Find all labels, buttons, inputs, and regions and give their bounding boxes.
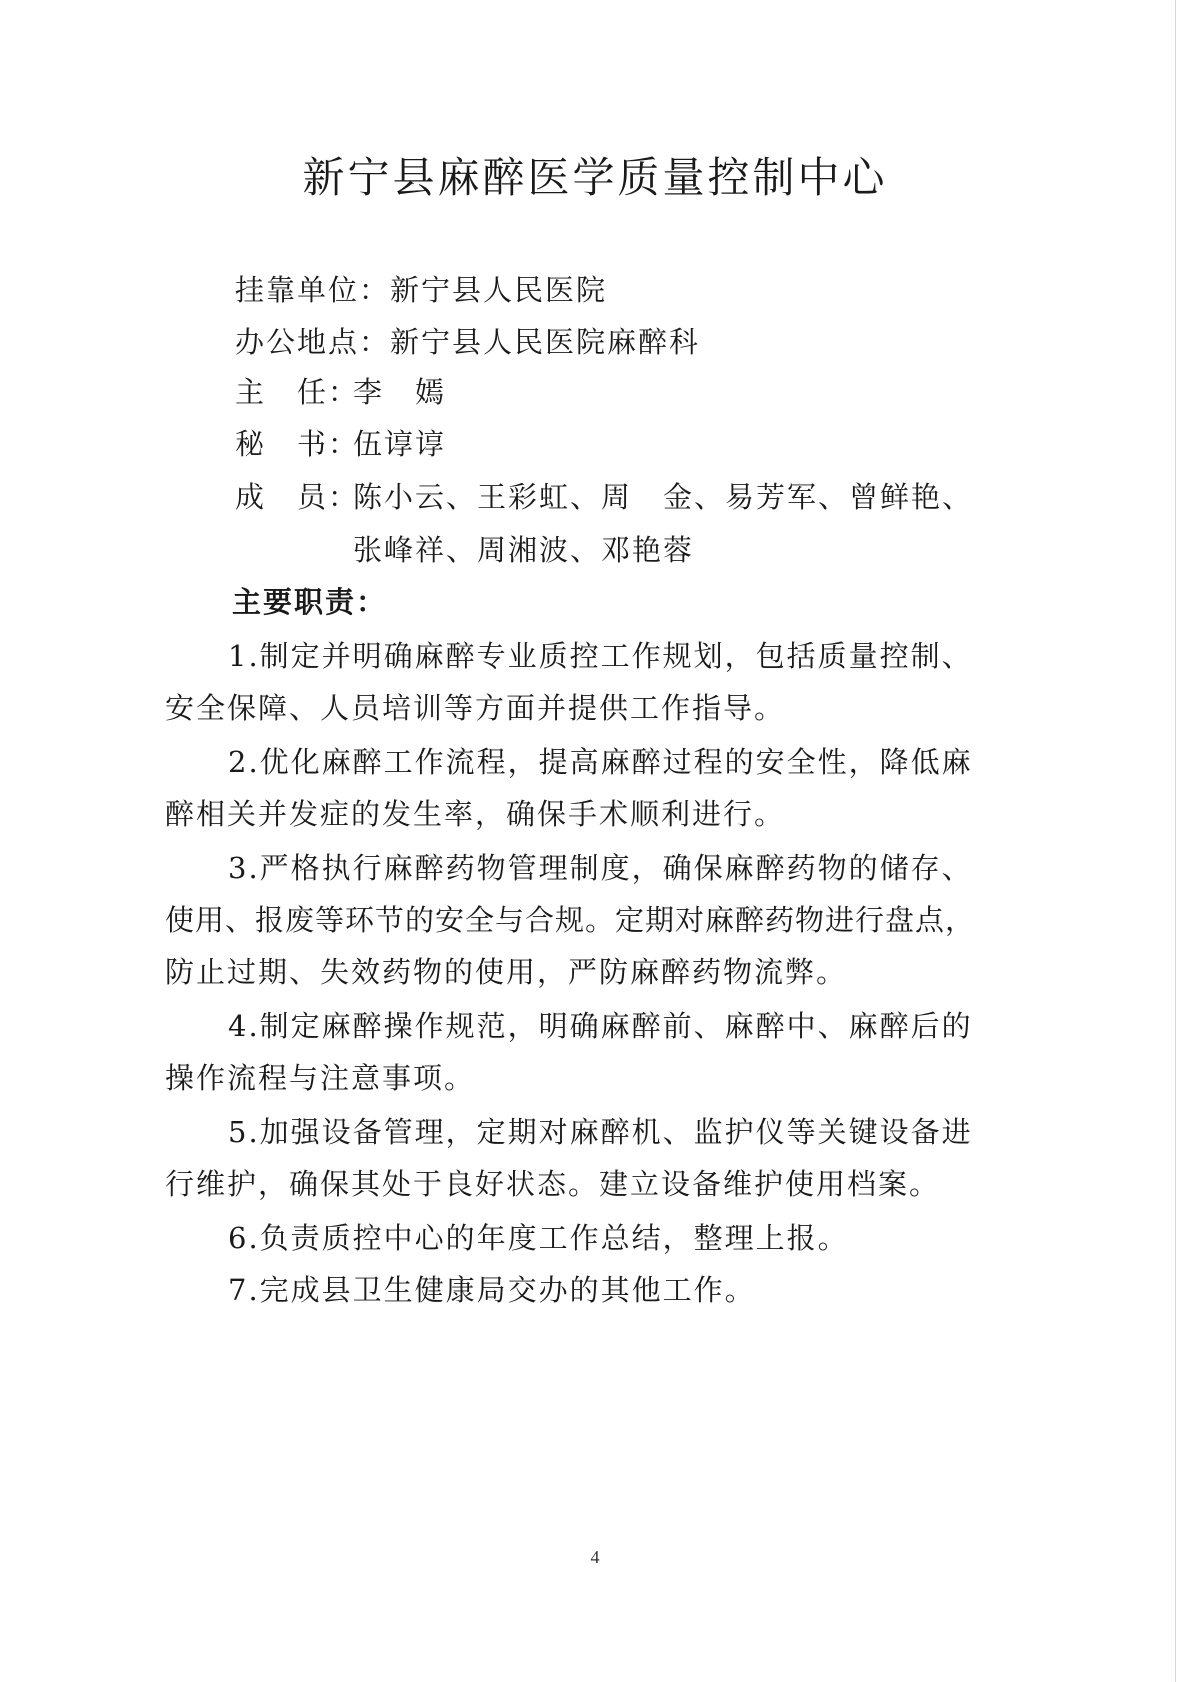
info-office bbox=[235, 322, 700, 362]
page-number: 4 bbox=[590, 1547, 600, 1567]
duty-7-line-1: 7.完成县卫生健康局交办的其他工作。 bbox=[228, 1273, 756, 1307]
office-label: 办公地点： bbox=[235, 325, 391, 359]
members-line-1: 陈小云、王彩虹、周 金、易芳军、曾鲜艳、 bbox=[353, 480, 974, 514]
duty-4-line-2: 操作流程与注意事项。 bbox=[165, 1061, 476, 1095]
duty-6-line-1: 6.负责质控中心的年度工作总结，整理上报。 bbox=[228, 1221, 849, 1255]
duty-5-line-1: 5.加强设备管理，定期对麻醉机、监护仪等关键设备进 bbox=[228, 1115, 973, 1149]
duty-3-line-3: 防止过期、失效药物的使用，严防麻醉药物流弊。 bbox=[165, 955, 848, 989]
duty-2-line-2: 醉相关并发症的发生率，确保手术顺利进行。 bbox=[165, 797, 786, 831]
info-members-continued bbox=[353, 530, 694, 570]
info-secretary bbox=[235, 424, 446, 464]
members-label: 成 员： bbox=[235, 480, 360, 514]
info-affiliation bbox=[235, 270, 607, 310]
office-value: 新宁县人民医院麻醉科 bbox=[390, 325, 701, 359]
director-value: 李 嫣 bbox=[353, 375, 447, 409]
secretary-value: 伍谆谆 bbox=[353, 427, 447, 461]
secretary-label: 秘 书： bbox=[235, 427, 360, 461]
director-label: 主 任： bbox=[235, 375, 360, 409]
duty-4-line-1: 4.制定麻醉操作规范，明确麻醉前、麻醉中、麻醉后的 bbox=[228, 1009, 973, 1043]
members-line-2: 张峰祥、周湘波、邓艳蓉 bbox=[353, 533, 695, 567]
info-members bbox=[235, 477, 973, 517]
affiliation-value: 新宁县人民医院 bbox=[390, 273, 608, 307]
duty-1-line-2: 安全保障、人员培训等方面并提供工作指导。 bbox=[165, 691, 786, 725]
duties-heading: 主要职责： bbox=[232, 585, 388, 619]
info-director bbox=[235, 372, 446, 412]
duty-2-line-1: 2.优化麻醉工作流程，提高麻醉过程的安全性，降低麻 bbox=[228, 745, 973, 779]
duty-3-line-2: 使用、报废等环节的安全与合规。定期对麻醉药物进行盘点， bbox=[165, 903, 976, 937]
duty-3-line-1: 3.严格执行麻醉药物管理制度，确保麻醉药物的储存、 bbox=[228, 851, 973, 885]
document-title: 新宁县麻醉医学质量控制中心 bbox=[302, 153, 888, 202]
page-edge-line bbox=[1175, 0, 1176, 1682]
duty-5-line-2: 行维护，确保其处于良好状态。建立设备维护使用档案。 bbox=[165, 1167, 941, 1201]
affiliation-label: 挂靠单位： bbox=[235, 273, 391, 307]
duty-1-line-1: 1.制定并明确麻醉专业质控工作规划，包括质量控制、 bbox=[228, 639, 973, 673]
